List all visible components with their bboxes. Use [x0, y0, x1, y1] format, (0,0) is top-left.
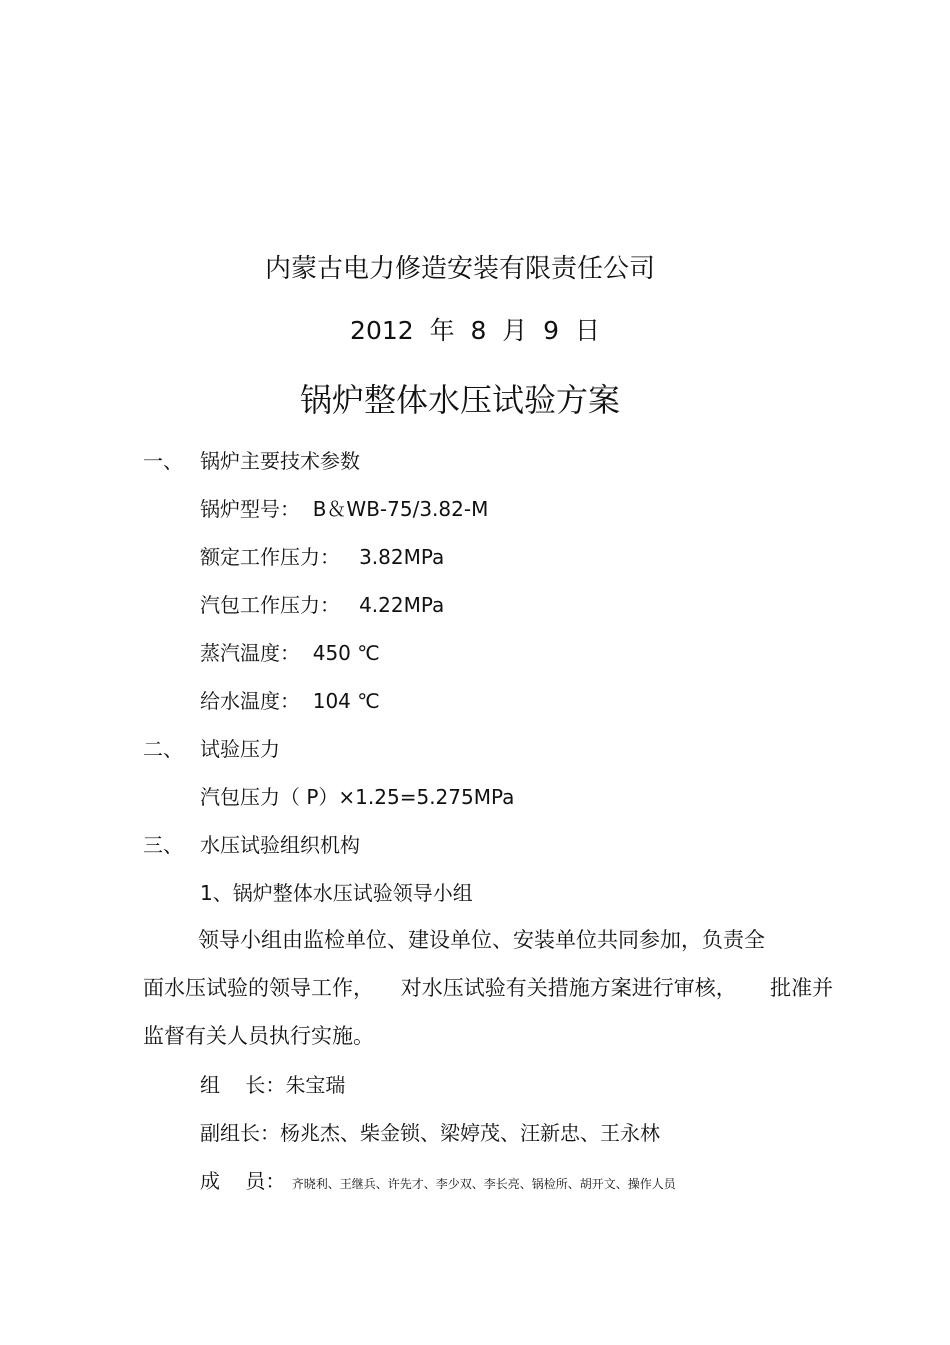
paragraph-line-2: 面水压试验的领导工作， 对水压试验有关措施方案进行审核， 批准并: [143, 976, 834, 1000]
deputy-leaders-names: 杨兆杰、柴金锁、梁婷茂、汪新忠、王永林: [280, 1121, 660, 1145]
document-title: 锅炉整体水压试验方案: [299, 381, 620, 419]
deputy-leaders-row: [200, 1123, 660, 1143]
company-name: 内蒙古电力修造安装有限责任公司: [264, 254, 655, 284]
section-3-number: 三、: [143, 833, 183, 857]
param-steam-temp: 蒸汽温度： 450 ℃: [200, 641, 380, 665]
group-leader-row: [200, 1075, 345, 1095]
param-feedwater-temp: 给水温度： 104 ℃: [200, 689, 380, 713]
param-drum-pressure: 汽包工作压力： 4.22MPa: [200, 593, 445, 617]
section-1-number: 一、: [143, 449, 183, 473]
section-1-title: 锅炉主要技术参数: [200, 449, 360, 473]
param-boiler-model: 锅炉型号： B＆WB-75/3.82-M: [200, 497, 489, 521]
paragraph-line-1: 领导小组由监检单位、建设单位、安装单位共同参加，负责全: [198, 928, 765, 952]
members-names: 齐晓利、王继兵、许先才、李少双、李长亮、锅检所、胡开文、操作人员: [291, 1177, 676, 1191]
leadership-group-heading: 1、锅炉整体水压试验领导小组: [200, 881, 473, 905]
section-3-title: 水压试验组织机构: [200, 833, 360, 857]
paragraph-line-3: 监督有关人员执行实施。: [143, 1024, 374, 1048]
test-pressure-formula: 汽包压力（ P）×1.25=5.275MPa: [200, 785, 515, 809]
section-2-number: 二、: [143, 737, 183, 761]
members-row: [200, 1171, 676, 1191]
group-leader-label: 组 长：: [200, 1073, 286, 1097]
deputy-leaders-label: 副组长：: [200, 1121, 280, 1145]
param-rated-pressure: 额定工作压力： 3.82MPa: [200, 545, 445, 569]
group-leader-name: 朱宝瑞: [285, 1073, 346, 1097]
members-label: 成 员：: [200, 1169, 286, 1193]
section-2-title: 试验压力: [200, 737, 280, 761]
document-date: 2012 年 8 月 9 日: [350, 316, 600, 345]
